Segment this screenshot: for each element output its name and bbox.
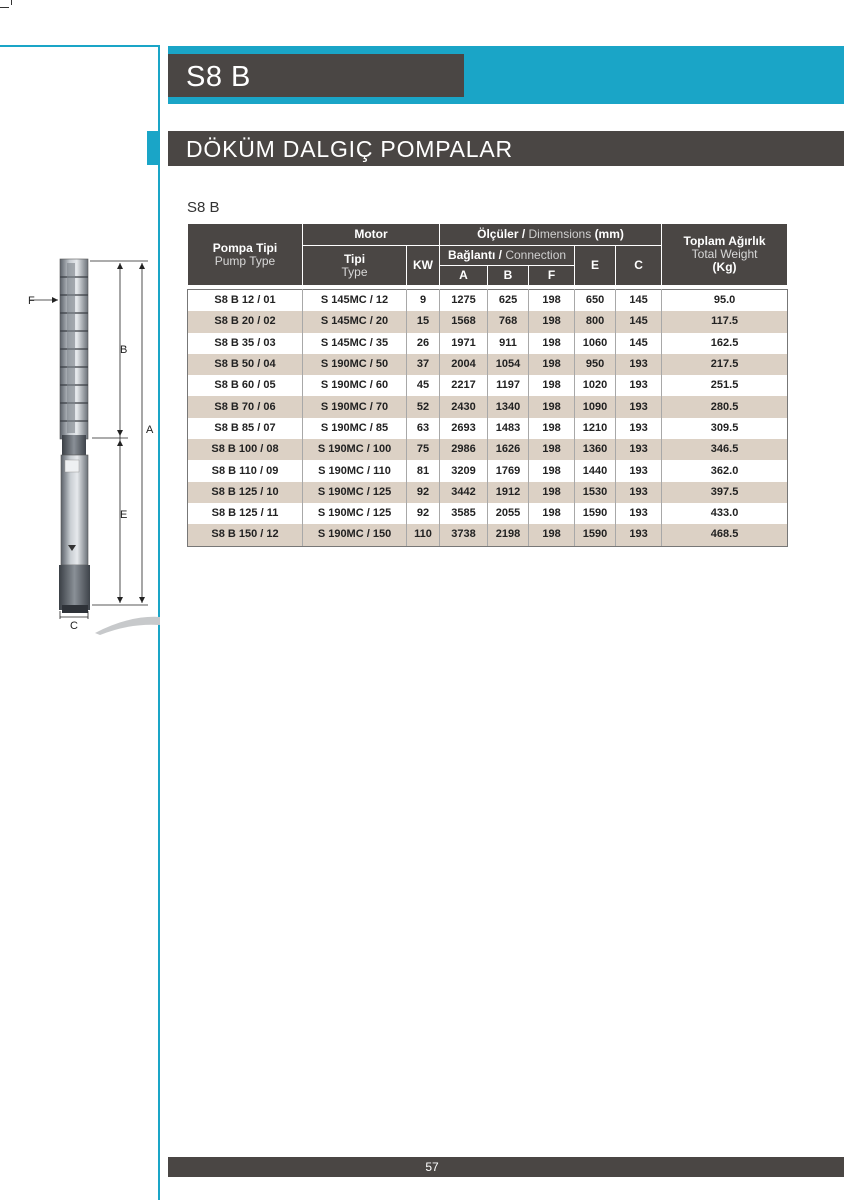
table-row xyxy=(188,396,788,417)
crop-mark xyxy=(11,0,12,5)
cell-pump: S8 B 50 / 04 xyxy=(188,354,303,375)
cell-pump: S8 B 85 / 07 xyxy=(188,418,303,439)
cell-weight: 95.0 xyxy=(662,290,788,312)
cell-c: 193 xyxy=(616,482,662,503)
cell-e: 1210 xyxy=(575,418,616,439)
cell-a: 1971 xyxy=(440,333,488,354)
cell-e: 1530 xyxy=(575,482,616,503)
cell-a: 2217 xyxy=(440,375,488,396)
cell-kw: 92 xyxy=(407,503,440,524)
cell-kw: 9 xyxy=(407,290,440,312)
cell-motor: S 190MC / 50 xyxy=(303,354,407,375)
cell-b: 768 xyxy=(488,311,529,332)
cell-f: 198 xyxy=(529,482,575,503)
dim-label-e: E xyxy=(120,509,128,521)
cell-a: 3738 xyxy=(440,524,488,546)
cell-kw: 15 xyxy=(407,311,440,332)
header-motor: Motor xyxy=(303,224,440,246)
cell-kw: 45 xyxy=(407,375,440,396)
cell-motor: S 190MC / 125 xyxy=(303,482,407,503)
cell-motor: S 190MC / 70 xyxy=(303,396,407,417)
cell-a: 2004 xyxy=(440,354,488,375)
header-weight-tr: Toplam Ağırlık xyxy=(683,234,766,248)
pump-foot xyxy=(62,605,88,613)
cell-weight: 346.5 xyxy=(662,439,788,460)
cell-weight: 433.0 xyxy=(662,503,788,524)
section-title: DÖKÜM DALGIÇ POMPALAR xyxy=(186,136,513,162)
cell-b: 1054 xyxy=(488,354,529,375)
cell-pump: S8 B 20 / 02 xyxy=(188,311,303,332)
cell-weight: 362.0 xyxy=(662,460,788,481)
header-weight-en: Total Weight xyxy=(691,247,758,261)
cell-motor: S 145MC / 35 xyxy=(303,333,407,354)
cell-c: 193 xyxy=(616,396,662,417)
dim-label-a: A xyxy=(146,424,154,436)
cell-f: 198 xyxy=(529,439,575,460)
cell-e: 800 xyxy=(575,311,616,332)
pump-intake xyxy=(62,435,86,455)
cell-motor: S 145MC / 20 xyxy=(303,311,407,332)
cell-e: 1020 xyxy=(575,375,616,396)
col-header-c: C xyxy=(616,246,662,286)
cell-pump: S8 B 100 / 08 xyxy=(188,439,303,460)
table-row xyxy=(188,375,788,396)
cell-e: 1590 xyxy=(575,524,616,546)
frame-line-horizontal xyxy=(0,45,160,47)
cell-kw: 110 xyxy=(407,524,440,546)
header-dims-unit: (mm) xyxy=(594,227,624,241)
cell-pump: S8 B 125 / 10 xyxy=(188,482,303,503)
col-header-kw: KW xyxy=(407,246,440,286)
col-header-weight xyxy=(662,224,788,286)
table-row xyxy=(188,482,788,503)
cell-a: 1568 xyxy=(440,311,488,332)
col-header-b: B xyxy=(488,266,529,286)
table-row xyxy=(188,333,788,354)
cell-f: 198 xyxy=(529,418,575,439)
col-header-pump-type xyxy=(188,224,303,286)
pump-spec-table xyxy=(187,223,788,547)
cell-b: 1626 xyxy=(488,439,529,460)
cell-pump: S8 B 12 / 01 xyxy=(188,290,303,312)
cell-weight: 162.5 xyxy=(662,333,788,354)
cell-f: 198 xyxy=(529,375,575,396)
cell-b: 911 xyxy=(488,333,529,354)
col-header-motor-type xyxy=(303,246,407,286)
header-dims-en: Dimensions xyxy=(528,227,592,241)
table-body xyxy=(188,286,788,547)
cell-b: 1197 xyxy=(488,375,529,396)
cell-e: 1360 xyxy=(575,439,616,460)
cell-a: 2693 xyxy=(440,418,488,439)
cell-b: 2198 xyxy=(488,524,529,546)
cell-e: 1060 xyxy=(575,333,616,354)
cell-c: 193 xyxy=(616,375,662,396)
pump-cable-guard xyxy=(67,263,75,433)
cell-b: 2055 xyxy=(488,503,529,524)
cell-motor: S 190MC / 125 xyxy=(303,503,407,524)
cell-kw: 92 xyxy=(407,482,440,503)
cell-kw: 52 xyxy=(407,396,440,417)
cell-pump: S8 B 125 / 11 xyxy=(188,503,303,524)
cell-weight: 117.5 xyxy=(662,311,788,332)
table-row xyxy=(188,290,788,312)
motor-label-plate xyxy=(65,460,79,472)
cell-a: 3442 xyxy=(440,482,488,503)
cell-motor: S 190MC / 60 xyxy=(303,375,407,396)
cell-f: 198 xyxy=(529,503,575,524)
cell-e: 950 xyxy=(575,354,616,375)
cell-motor: S 190MC / 110 xyxy=(303,460,407,481)
cell-c: 193 xyxy=(616,418,662,439)
cell-a: 3585 xyxy=(440,503,488,524)
cell-f: 198 xyxy=(529,311,575,332)
cell-kw: 81 xyxy=(407,460,440,481)
table-row xyxy=(188,460,788,481)
cell-f: 198 xyxy=(529,460,575,481)
cell-c: 193 xyxy=(616,524,662,546)
cell-e: 1440 xyxy=(575,460,616,481)
cell-motor: S 190MC / 100 xyxy=(303,439,407,460)
section-tab-marker xyxy=(147,131,159,165)
cell-f: 198 xyxy=(529,333,575,354)
cell-weight: 280.5 xyxy=(662,396,788,417)
table-row xyxy=(188,311,788,332)
header-type-tr: Tipi xyxy=(343,251,366,266)
table-row xyxy=(188,524,788,546)
decor-arc xyxy=(95,617,160,635)
cell-pump: S8 B 150 / 12 xyxy=(188,524,303,546)
cell-kw: 63 xyxy=(407,418,440,439)
header-weight-unit: (Kg) xyxy=(712,260,737,274)
cell-c: 193 xyxy=(616,503,662,524)
header-conn-en: Connection xyxy=(505,248,567,262)
cell-c: 193 xyxy=(616,460,662,481)
cell-pump: S8 B 35 / 03 xyxy=(188,333,303,354)
cell-a: 2430 xyxy=(440,396,488,417)
cell-b: 1483 xyxy=(488,418,529,439)
cell-c: 145 xyxy=(616,311,662,332)
header-pump-en: Pump Type xyxy=(214,253,276,268)
cell-e: 650 xyxy=(575,290,616,312)
cell-e: 1090 xyxy=(575,396,616,417)
table-caption: S8 B xyxy=(187,199,220,216)
pump-motor-base xyxy=(59,565,90,610)
cell-a: 2986 xyxy=(440,439,488,460)
cell-a: 1275 xyxy=(440,290,488,312)
dim-label-c: C xyxy=(70,620,78,632)
cell-weight: 251.5 xyxy=(662,375,788,396)
cell-weight: 217.5 xyxy=(662,354,788,375)
cell-weight: 468.5 xyxy=(662,524,788,546)
cell-a: 3209 xyxy=(440,460,488,481)
cell-b: 1912 xyxy=(488,482,529,503)
crop-mark xyxy=(0,7,9,8)
header-dimensions xyxy=(440,224,662,246)
cell-c: 145 xyxy=(616,333,662,354)
cell-c: 193 xyxy=(616,439,662,460)
table-row xyxy=(188,439,788,460)
cell-b: 625 xyxy=(488,290,529,312)
cell-c: 145 xyxy=(616,290,662,312)
header-pump-tr: Pompa Tipi xyxy=(212,240,278,255)
cell-b: 1340 xyxy=(488,396,529,417)
col-header-f: F xyxy=(529,266,575,286)
cell-b: 1769 xyxy=(488,460,529,481)
dim-label-f: F xyxy=(28,295,35,307)
table-row xyxy=(188,503,788,524)
cell-f: 198 xyxy=(529,524,575,546)
cell-pump: S8 B 60 / 05 xyxy=(188,375,303,396)
cell-motor: S 145MC / 12 xyxy=(303,290,407,312)
col-header-a: A xyxy=(440,266,488,286)
table-row xyxy=(188,418,788,439)
cell-kw: 75 xyxy=(407,439,440,460)
cell-f: 198 xyxy=(529,290,575,312)
cell-c: 193 xyxy=(616,354,662,375)
table-row xyxy=(188,354,788,375)
cell-kw: 26 xyxy=(407,333,440,354)
col-header-e: E xyxy=(575,246,616,286)
cell-f: 198 xyxy=(529,396,575,417)
header-type-en: Type xyxy=(341,264,368,279)
cell-pump: S8 B 70 / 06 xyxy=(188,396,303,417)
dim-label-b: B xyxy=(120,344,128,356)
header-dims-tr: Ölçüler / xyxy=(477,227,526,241)
cell-motor: S 190MC / 150 xyxy=(303,524,407,546)
header-connection xyxy=(440,246,575,266)
cell-pump: S8 B 110 / 09 xyxy=(188,460,303,481)
cell-motor: S 190MC / 85 xyxy=(303,418,407,439)
cell-f: 198 xyxy=(529,354,575,375)
header-conn-tr: Bağlantı / xyxy=(447,248,502,262)
pump-dimension-drawing xyxy=(0,255,160,635)
page-title: S8 B xyxy=(186,61,251,93)
cell-e: 1590 xyxy=(575,503,616,524)
page-number: 57 xyxy=(425,1160,439,1174)
cell-kw: 37 xyxy=(407,354,440,375)
cell-weight: 397.5 xyxy=(662,482,788,503)
cell-weight: 309.5 xyxy=(662,418,788,439)
